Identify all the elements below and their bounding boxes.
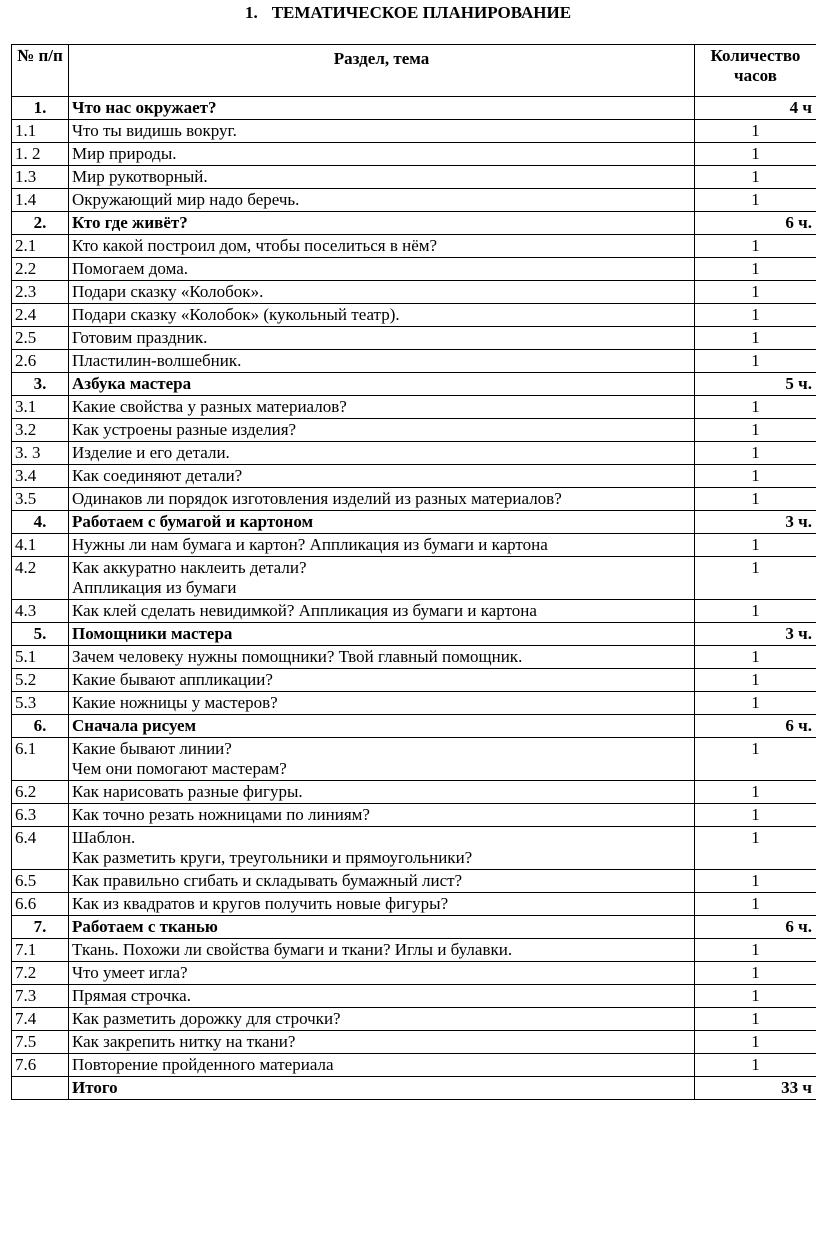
table-row xyxy=(12,692,816,715)
topic-text: Как точно резать ножницами по линиям? xyxy=(72,805,370,824)
row-hours: 1 xyxy=(695,646,816,669)
row-number: 1. xyxy=(12,97,69,120)
topic-text: Что умеет игла? xyxy=(72,963,188,982)
row-topic xyxy=(69,1008,695,1031)
table-row xyxy=(12,827,816,870)
row-number: 6.2 xyxy=(12,781,69,804)
row-hours: 1 xyxy=(695,893,816,916)
row-number: 1.1 xyxy=(12,120,69,143)
table-row xyxy=(12,1054,816,1077)
topic-text: Какие свойства у разных материалов? xyxy=(72,397,347,416)
topic-text: Подари сказку «Колобок». xyxy=(72,282,264,301)
table-row xyxy=(12,1031,816,1054)
topic-text: Нужны ли нам бумага и картон? Аппликация из бумаги и картона xyxy=(72,535,548,554)
row-number: 3.2 xyxy=(12,419,69,442)
topic-text: Помощники мастера xyxy=(72,624,233,643)
table-row xyxy=(12,962,816,985)
topic-text: Азбука мастера xyxy=(72,374,192,393)
row-number: 6.4 xyxy=(12,827,69,870)
row-hours: 1 xyxy=(695,235,816,258)
table-row xyxy=(12,281,816,304)
row-topic xyxy=(69,442,695,465)
row-topic xyxy=(69,600,695,623)
total-label: Итого xyxy=(69,1077,695,1100)
title-number: 1. xyxy=(244,3,258,22)
table-row xyxy=(12,120,816,143)
topic-text: Как клей сделать невидимкой? Аппликация из бумаги и картона xyxy=(72,601,537,620)
topic-text: Как устроены разные изделия? xyxy=(72,420,297,439)
row-hours: 4 ч xyxy=(695,97,816,120)
topic-text: Шаблон. xyxy=(72,828,136,847)
row-hours: 1 xyxy=(695,327,816,350)
row-topic xyxy=(69,189,695,212)
header-topic: Раздел, тема xyxy=(69,45,695,97)
table-row xyxy=(12,804,816,827)
row-number: 5. xyxy=(12,623,69,646)
row-hours: 1 xyxy=(695,870,816,893)
row-hours: 1 xyxy=(695,442,816,465)
topic-text: Как закрепить нитку на ткани? xyxy=(72,1032,296,1051)
row-hours: 1 xyxy=(695,1054,816,1077)
total-num-cell xyxy=(12,1077,69,1100)
section-row xyxy=(12,623,816,646)
row-number: 7.5 xyxy=(12,1031,69,1054)
row-hours: 1 xyxy=(695,600,816,623)
row-hours: 1 xyxy=(695,465,816,488)
topic-text: Какие ножницы у мастеров? xyxy=(72,693,278,712)
row-number: 6.5 xyxy=(12,870,69,893)
topic-text: Какие бывают аппликации? xyxy=(72,670,273,689)
table-row xyxy=(12,669,816,692)
row-number: 6. xyxy=(12,715,69,738)
topic-text: Повторение пройденного материала xyxy=(72,1055,334,1074)
row-number: 2.5 xyxy=(12,327,69,350)
table-row xyxy=(12,738,816,781)
row-topic xyxy=(69,235,695,258)
row-topic xyxy=(69,669,695,692)
row-topic xyxy=(69,281,695,304)
row-hours: 1 xyxy=(695,738,816,781)
row-topic xyxy=(69,893,695,916)
table-header-row xyxy=(12,45,816,97)
table-row xyxy=(12,235,816,258)
topic-text: Ткань. Похожи ли свойства бумаги и ткани? Иглы и булавки. xyxy=(72,940,513,959)
table-row xyxy=(12,442,816,465)
row-number: 2. xyxy=(12,212,69,235)
topic-text: Окружающий мир надо беречь. xyxy=(72,190,300,209)
row-hours: 1 xyxy=(695,939,816,962)
topic-text: Помогаем дома. xyxy=(72,259,189,278)
row-hours: 3 ч. xyxy=(695,511,816,534)
table-row xyxy=(12,781,816,804)
row-hours: 1 xyxy=(695,396,816,419)
row-number: 1.3 xyxy=(12,166,69,189)
row-number: 3.4 xyxy=(12,465,69,488)
row-topic xyxy=(69,212,695,235)
row-topic xyxy=(69,916,695,939)
row-topic xyxy=(69,350,695,373)
row-hours: 1 xyxy=(695,781,816,804)
row-hours: 1 xyxy=(695,120,816,143)
row-hours: 1 xyxy=(695,1031,816,1054)
topic-text: Как правильно сгибать и складывать бумажный лист? xyxy=(72,871,463,890)
section-row xyxy=(12,916,816,939)
topic-text: Зачем человеку нужны помощники? Твой главный помощник. xyxy=(72,647,523,666)
row-topic xyxy=(69,258,695,281)
row-number: 4. xyxy=(12,511,69,534)
table-row xyxy=(12,350,816,373)
row-number: 7.6 xyxy=(12,1054,69,1077)
table-row xyxy=(12,870,816,893)
topic-text: Одинаков ли порядок изготовления изделий из разных материалов? xyxy=(72,489,562,508)
row-hours: 1 xyxy=(695,985,816,1008)
header-num: № п/п xyxy=(12,45,69,97)
row-topic xyxy=(69,962,695,985)
row-hours: 1 xyxy=(695,143,816,166)
table-row xyxy=(12,893,816,916)
row-hours: 1 xyxy=(695,669,816,692)
table-body xyxy=(12,97,816,1100)
row-topic xyxy=(69,715,695,738)
row-topic xyxy=(69,781,695,804)
row-hours: 1 xyxy=(695,804,816,827)
table-row xyxy=(12,646,816,669)
row-topic xyxy=(69,1054,695,1077)
row-number: 3.5 xyxy=(12,488,69,511)
topic-text: Кто какой построил дом, чтобы поселиться в нём? xyxy=(72,236,438,255)
row-number: 7. xyxy=(12,916,69,939)
total-row xyxy=(12,1077,816,1100)
row-topic xyxy=(69,557,695,600)
row-hours: 1 xyxy=(695,258,816,281)
row-hours: 5 ч. xyxy=(695,373,816,396)
row-number: 3. xyxy=(12,373,69,396)
topic-text: Прямая строчка. xyxy=(72,986,191,1005)
row-number: 7.1 xyxy=(12,939,69,962)
topic-text: Какие бывают линии? xyxy=(72,739,232,758)
row-topic xyxy=(69,419,695,442)
topic-text: Готовим праздник. xyxy=(72,328,208,347)
row-number: 4.1 xyxy=(12,534,69,557)
row-number: 3.1 xyxy=(12,396,69,419)
table-row xyxy=(12,488,816,511)
table-row xyxy=(12,304,816,327)
row-hours: 6 ч. xyxy=(695,715,816,738)
thematic-plan-table xyxy=(11,44,816,1100)
row-number: 4.2 xyxy=(12,557,69,600)
topic-text: Как из квадратов и кругов получить новые фигуры? xyxy=(72,894,449,913)
row-number: 4.3 xyxy=(12,600,69,623)
table-row xyxy=(12,166,816,189)
section-row xyxy=(12,97,816,120)
row-number: 6.6 xyxy=(12,893,69,916)
row-number: 2.1 xyxy=(12,235,69,258)
table-row xyxy=(12,939,816,962)
section-row xyxy=(12,715,816,738)
row-number: 2.6 xyxy=(12,350,69,373)
row-hours: 1 xyxy=(695,962,816,985)
row-number: 1. 2 xyxy=(12,143,69,166)
table-row xyxy=(12,465,816,488)
row-hours: 1 xyxy=(695,350,816,373)
row-topic xyxy=(69,534,695,557)
row-hours: 3 ч. xyxy=(695,623,816,646)
row-hours: 6 ч. xyxy=(695,916,816,939)
row-hours: 1 xyxy=(695,419,816,442)
row-topic xyxy=(69,465,695,488)
row-hours: 1 xyxy=(695,304,816,327)
row-number: 2.3 xyxy=(12,281,69,304)
row-topic xyxy=(69,511,695,534)
row-topic xyxy=(69,738,695,781)
row-topic xyxy=(69,396,695,419)
topic-text: Как разметить дорожку для строчки? xyxy=(72,1009,341,1028)
table-row xyxy=(12,985,816,1008)
topic-text-line2: Чем они помогают мастерам? xyxy=(72,759,287,778)
row-hours: 1 xyxy=(695,534,816,557)
topic-text: Пластилин-волшебник. xyxy=(72,351,242,370)
table-row xyxy=(12,396,816,419)
topic-text-line2: Аппликация из бумаги xyxy=(72,578,237,597)
topic-text: Изделие и его детали. xyxy=(72,443,230,462)
topic-text: Подари сказку «Колобок» (кукольный театр). xyxy=(72,305,400,324)
row-topic xyxy=(69,97,695,120)
section-row xyxy=(12,373,816,396)
row-topic xyxy=(69,373,695,396)
table-row xyxy=(12,189,816,212)
row-number: 7.4 xyxy=(12,1008,69,1031)
row-hours: 1 xyxy=(695,1008,816,1031)
row-number: 2.4 xyxy=(12,304,69,327)
topic-text: Как нарисовать разные фигуры. xyxy=(72,782,303,801)
header-hours: Количество часов xyxy=(695,45,816,97)
section-row xyxy=(12,212,816,235)
row-topic xyxy=(69,120,695,143)
row-number: 1.4 xyxy=(12,189,69,212)
row-hours: 1 xyxy=(695,488,816,511)
table-row xyxy=(12,557,816,600)
row-hours: 1 xyxy=(695,692,816,715)
row-number: 6.1 xyxy=(12,738,69,781)
section-row xyxy=(12,511,816,534)
row-number: 5.3 xyxy=(12,692,69,715)
table-row xyxy=(12,534,816,557)
row-topic xyxy=(69,488,695,511)
row-number: 2.2 xyxy=(12,258,69,281)
row-topic xyxy=(69,939,695,962)
row-topic xyxy=(69,327,695,350)
row-topic xyxy=(69,692,695,715)
topic-text-line2: Как разметить круги, треугольники и прямоугольники? xyxy=(72,848,473,867)
row-number: 7.2 xyxy=(12,962,69,985)
row-hours: 1 xyxy=(695,557,816,600)
row-topic xyxy=(69,166,695,189)
row-topic xyxy=(69,143,695,166)
row-hours: 1 xyxy=(695,827,816,870)
row-topic xyxy=(69,827,695,870)
row-topic xyxy=(69,646,695,669)
topic-text: Что ты видишь вокруг. xyxy=(72,121,237,140)
row-number: 6.3 xyxy=(12,804,69,827)
row-topic xyxy=(69,985,695,1008)
topic-text: Кто где живёт? xyxy=(72,213,188,232)
topic-text: Мир рукотворный. xyxy=(72,167,208,186)
row-hours: 1 xyxy=(695,281,816,304)
row-hours: 6 ч. xyxy=(695,212,816,235)
row-topic xyxy=(69,804,695,827)
topic-text: Работаем с бумагой и картоном xyxy=(72,512,314,531)
row-hours: 1 xyxy=(695,189,816,212)
row-number: 5.2 xyxy=(12,669,69,692)
row-number: 7.3 xyxy=(12,985,69,1008)
table-row xyxy=(12,419,816,442)
row-topic xyxy=(69,1031,695,1054)
row-topic xyxy=(69,870,695,893)
topic-text: Работаем с тканью xyxy=(72,917,218,936)
topic-text: Что нас окружает? xyxy=(72,98,217,117)
table-row xyxy=(12,1008,816,1031)
row-number: 3. 3 xyxy=(12,442,69,465)
topic-text: Как соединяют детали? xyxy=(72,466,243,485)
row-topic xyxy=(69,304,695,327)
table-row xyxy=(12,143,816,166)
table-row xyxy=(12,600,816,623)
total-hours: 33 ч xyxy=(695,1077,816,1100)
table-row xyxy=(12,327,816,350)
page-title xyxy=(0,2,816,24)
table-row xyxy=(12,258,816,281)
row-number: 5.1 xyxy=(12,646,69,669)
topic-text: Сначала рисуем xyxy=(72,716,197,735)
topic-text: Мир природы. xyxy=(72,144,177,163)
title-text: ТЕМАТИЧЕСКОЕ ПЛАНИРОВАНИЕ xyxy=(271,3,572,22)
topic-text: Как аккуратно наклеить детали? xyxy=(72,558,307,577)
row-topic xyxy=(69,623,695,646)
row-hours: 1 xyxy=(695,166,816,189)
